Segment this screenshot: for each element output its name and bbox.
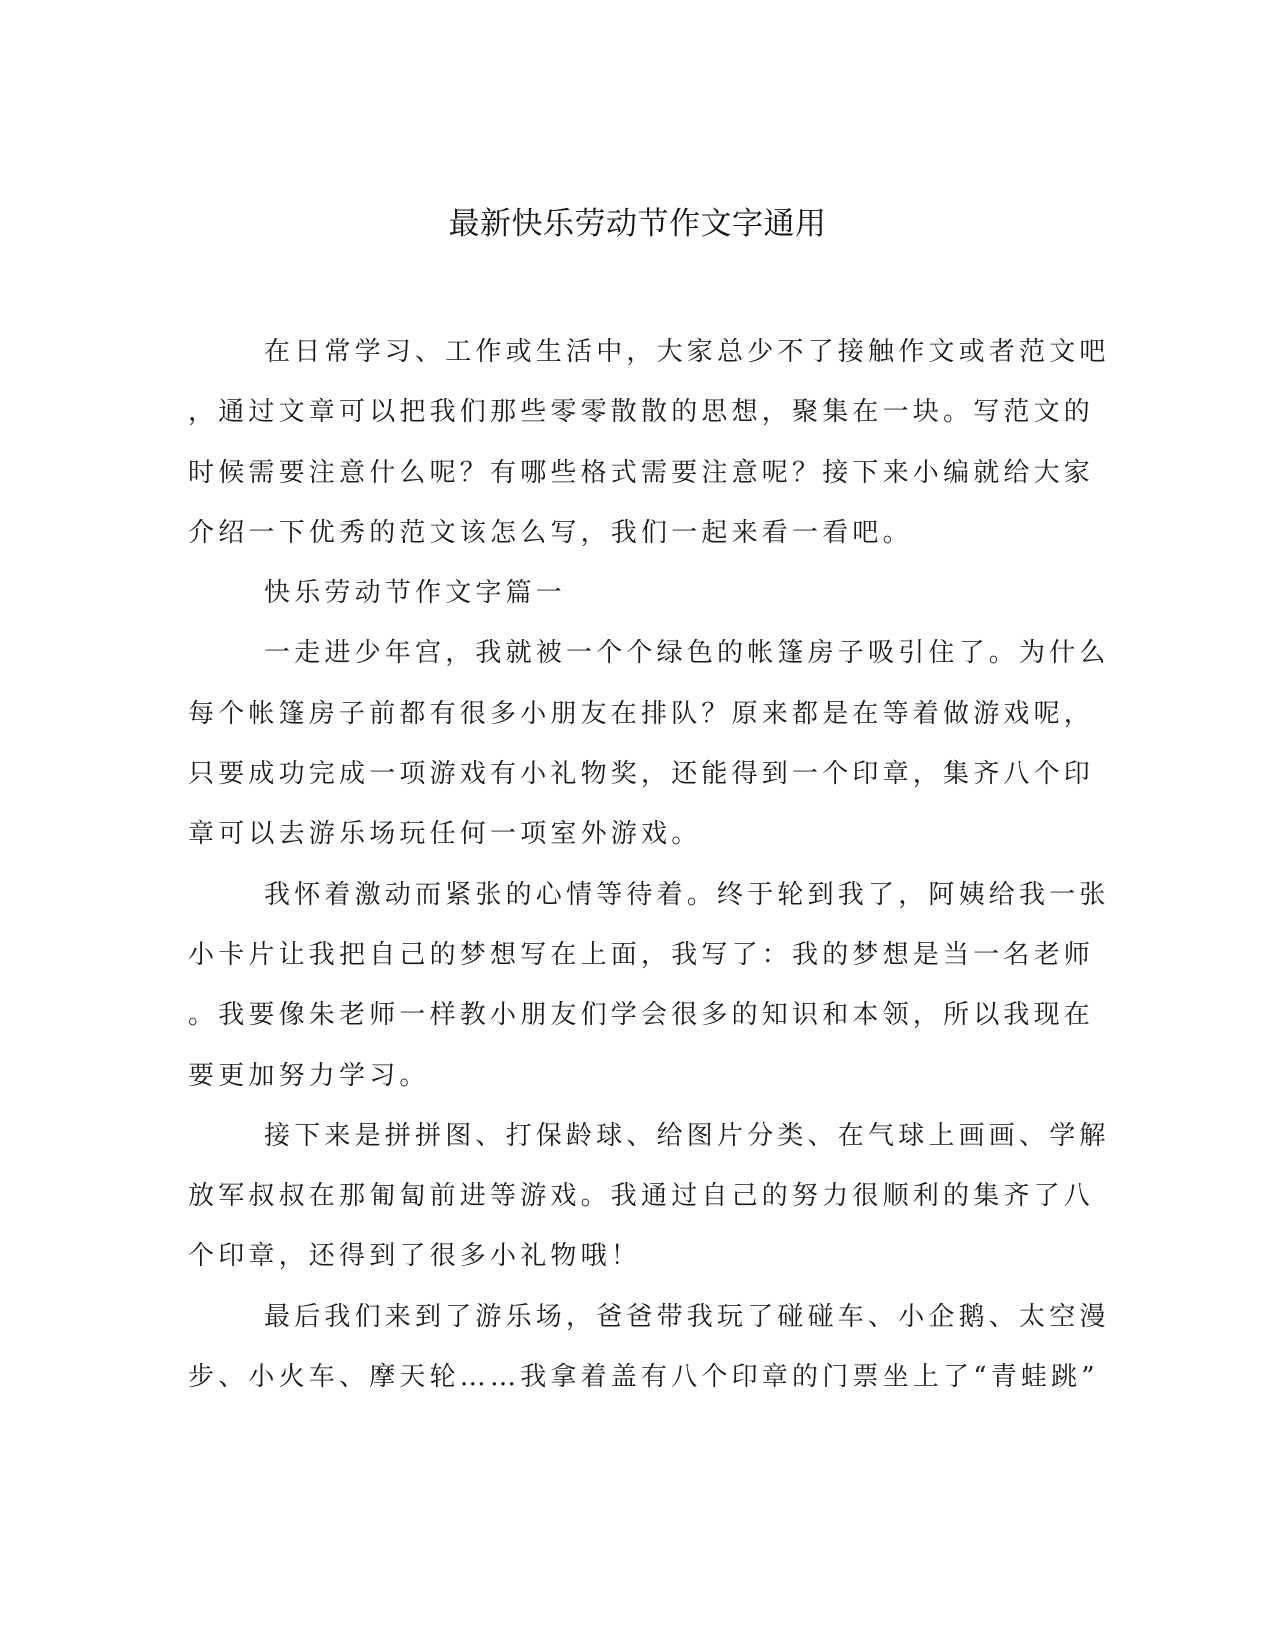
text-line: 要更加努力学习。 — [188, 1060, 430, 1091]
text-line: 放军叔叔在那匍匐前进等游戏。我通过自己的努力很顺利的集齐了八 — [188, 1181, 1095, 1212]
text-line: 时候需要注意什么呢？有哪些格式需要注意呢？接下来小编就给大家 — [188, 457, 1095, 488]
text-line: 在日常学习、工作或生活中，大家总少不了接触作文或者范文吧 — [264, 337, 1110, 367]
text-line: 我怀着激动而紧张的心情等待着。终于轮到我了，阿姨给我一张 — [264, 879, 1110, 910]
document-body — [188, 322, 1110, 1407]
text-line: 介绍一下优秀的范文该怎么写，我们一起来看一看吧。 — [188, 517, 913, 548]
text-line: 最后我们来到了游乐场，爸爸带我玩了碰碰车、小企鹅、太空漫 — [264, 1301, 1110, 1332]
text-line: 快乐劳动节作文字篇一 — [264, 578, 567, 609]
text-line: 步、小火车、摩天轮……我拿着盖有八个印章的门票坐上了“青蛙跳” — [188, 1362, 1099, 1393]
text-line: 只要成功完成一项游戏有小礼物奖，还能得到一个印章，集齐八个印 — [188, 759, 1095, 790]
text-line: 一走进少年宫，我就被一个个绿色的帐篷房子吸引住了。为什么 — [264, 638, 1110, 669]
text-line: 接下来是拼拼图、打保龄球、给图片分类、在气球上画画、学解 — [264, 1120, 1110, 1151]
text-line: ，通过文章可以把我们那些零零散散的思想，聚集在一块。写范文的 — [188, 397, 1095, 428]
document-title: 最新快乐劳动节作文字通用 — [448, 206, 827, 242]
text-line: 章可以去游乐场玩任何一项室外游戏。 — [188, 819, 702, 850]
text-line: 每个帐篷房子前都有很多小朋友在排队？原来都是在等着做游戏呢， — [188, 698, 1095, 729]
text-line: 个印章，还得到了很多小礼物哦！ — [188, 1241, 642, 1272]
text-line: 。我要像朱老师一样教小朋友们学会很多的知识和本领，所以我现在 — [188, 1000, 1095, 1031]
text-line: 小卡片让我把自己的梦想写在上面，我写了：我的梦想是当一名老师 — [188, 939, 1095, 970]
